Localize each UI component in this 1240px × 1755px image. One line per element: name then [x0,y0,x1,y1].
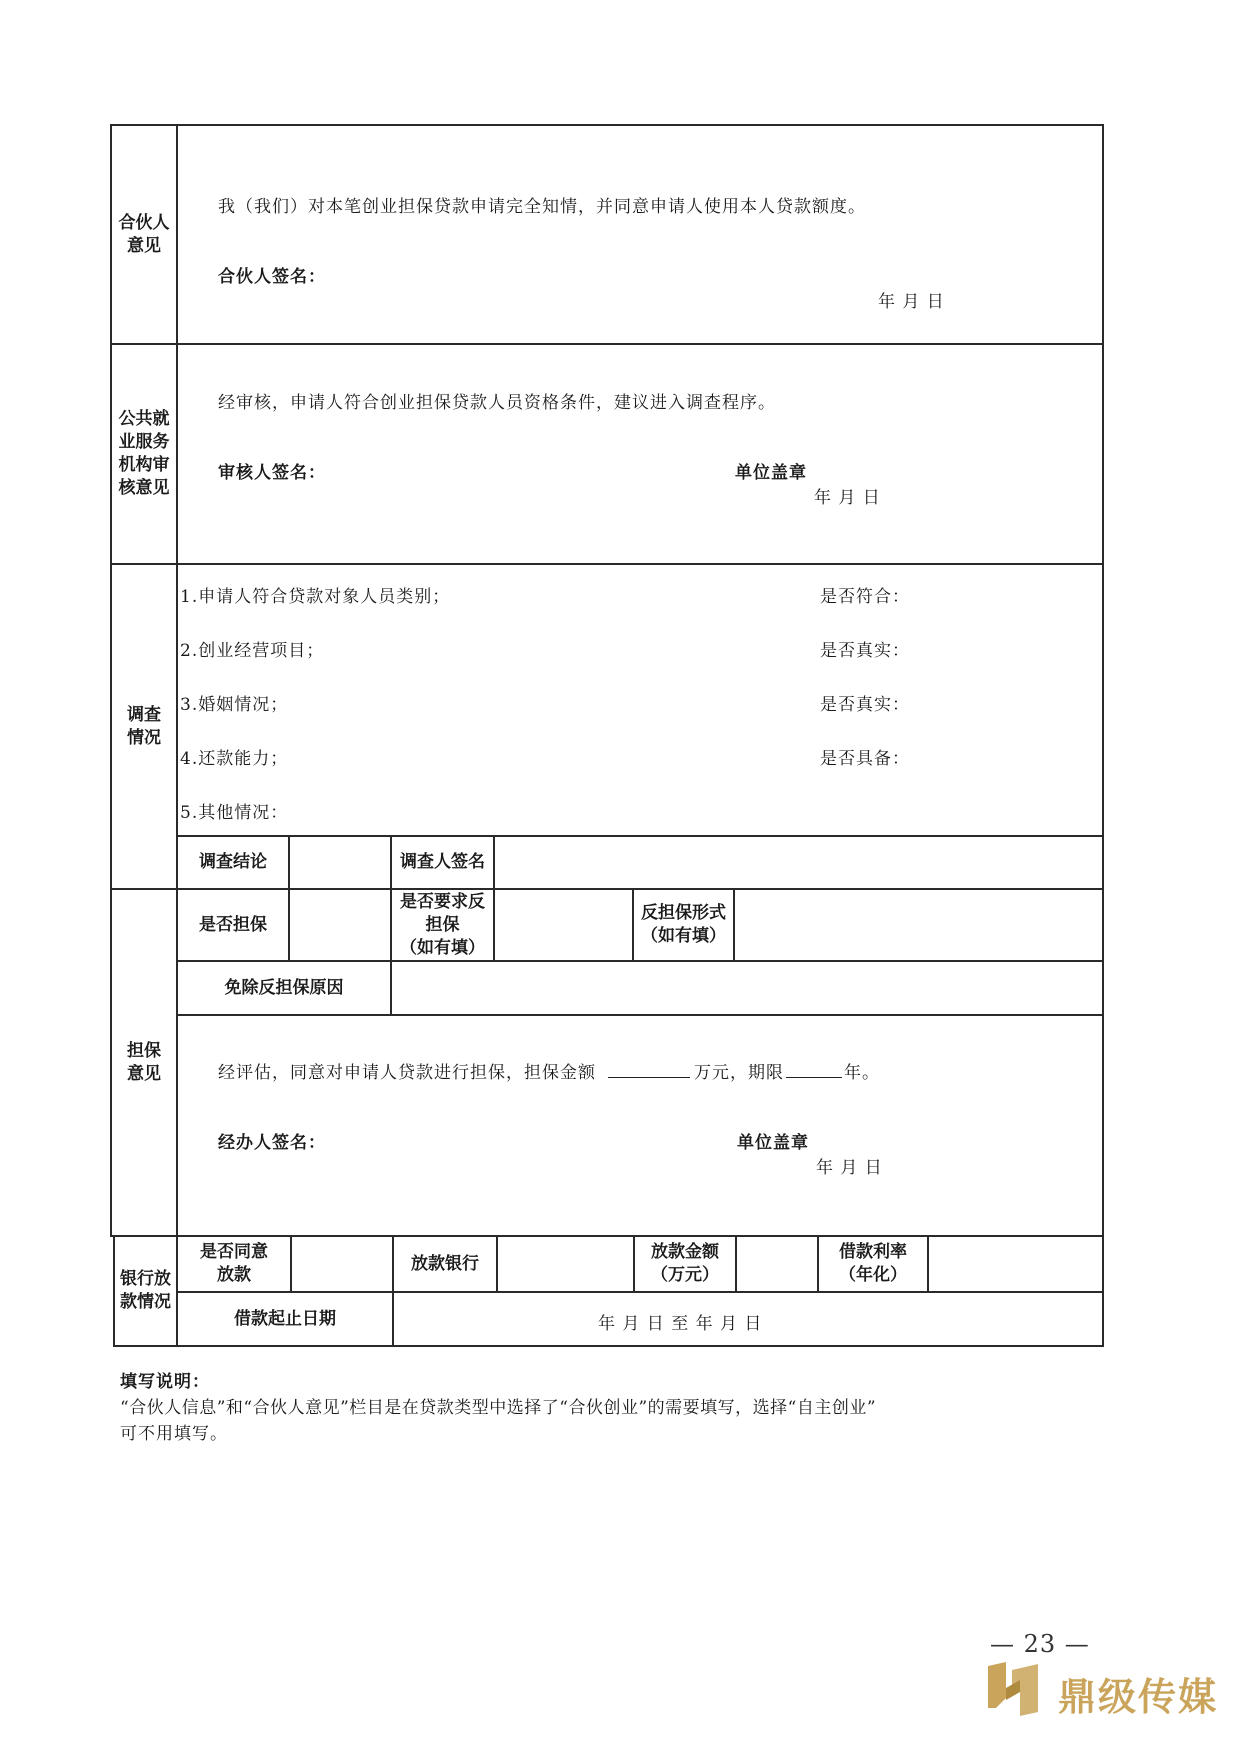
interest-rate-label: 借款利率 （年化） [839,1242,907,1285]
partner-opinion-content-cell [176,124,1104,345]
divider [496,1235,498,1293]
investigation-item-5: 5.其他情况： [180,803,289,823]
notes-line-1: “合伙人信息”和“合伙人意见”栏目是在贷款类型中选择了“合伙创业”的需要填写，选择“自主创业” [120,1398,877,1418]
investigation-check-4: 是否具备： [820,749,910,769]
page-number: — 23 — [990,1630,1090,1658]
investigation-check-1: 是否符合： [820,587,910,607]
is-guarantee-label: 是否担保 [199,914,267,935]
partner-signature-field[interactable] [330,258,730,284]
partner-date: 年 月 日 [878,292,945,312]
divider [290,1235,292,1293]
divider [288,888,290,962]
guarantee-amount-field[interactable] [608,1059,690,1078]
investigation-item-2: 2.创业经营项目； [180,641,325,661]
guarantee-date: 年 月 日 [816,1158,883,1178]
investigation-item-1: 1.申请人符合贷款对象人员类别； [180,587,451,607]
divider [927,1235,929,1293]
investigation-check-3: 是否真实： [820,695,910,715]
lending-bank-input[interactable] [499,1237,632,1291]
require-counter-guarantee-input[interactable] [496,890,631,960]
partner-signature-label: 合伙人签名： [218,267,326,287]
conclusion-label: 调查结论 [199,852,267,872]
pes-seal-label: 单位盖章 [735,463,807,483]
counter-guarantee-form-label: 反担保形式 （如有填） [641,903,726,946]
loan-amount-label: 放款金额 （万元） [651,1242,719,1285]
divider [288,835,290,890]
watermark-text: 鼎级传媒 [1058,1675,1219,1719]
guarantee-term-field[interactable] [786,1059,842,1078]
agree-loan-input[interactable] [293,1237,391,1291]
divider [735,1235,737,1293]
partner-consent-statement: 我（我们）对本笔创业担保贷款申请完全知情，并同意申请人使用本人贷款额度。 [218,197,866,217]
exemption-reason-input[interactable] [393,962,1102,1014]
investigator-signature-input[interactable] [496,837,1102,888]
guarantee-seal-label: 单位盖章 [737,1133,809,1153]
investigation-item-4: 4.还款能力； [180,749,289,769]
investigation-label: 调查 情况 [127,704,161,748]
partner-opinion-label: 合伙人 意见 [118,212,170,256]
reviewer-signature-field[interactable] [330,454,690,480]
loan-amount-input[interactable] [738,1237,816,1291]
is-guarantee-input[interactable] [291,890,389,960]
divider [493,888,495,962]
handler-signature-field[interactable] [330,1124,690,1150]
counter-guarantee-form-input[interactable] [736,890,1102,960]
notes-line-2: 可不用填写。 [120,1424,228,1444]
loan-period-label: 借款起止日期 [234,1308,336,1329]
divider [392,1291,394,1347]
exemption-reason-label: 免除反担保原因 [224,977,344,998]
reviewer-signature-label: 审核人签名： [218,463,326,483]
investigator-signature-label: 调查人签名 [400,852,485,872]
conclusion-input[interactable] [291,837,389,888]
brand-logo-icon [982,1658,1044,1720]
lending-bank-label: 放款银行 [411,1253,479,1274]
divider [390,960,392,1016]
pes-review-statement: 经审核，申请人符合创业担保贷款人员资格条件，建议进入调查程序。 [218,393,776,413]
guarantee-statement-suffix: 年。 [844,1063,880,1083]
divider [493,835,495,890]
guarantee-label: 担保 意见 [127,1040,161,1084]
interest-rate-input[interactable] [930,1237,1102,1291]
pes-review-date: 年 月 日 [814,488,881,508]
agree-loan-label: 是否同意 放款 [200,1242,268,1285]
investigation-item-3: 3.婚姻情况； [180,695,289,715]
guarantee-statement-prefix: 经评估，同意对申请人贷款进行担保，担保金额 [218,1063,596,1083]
require-counter-guarantee-label: 是否要求反 担保 （如有填） [400,891,485,958]
divider [733,888,735,962]
investigation-check-2: 是否真实： [820,641,910,661]
guarantee-statement-mid: 万元，期限 [694,1063,784,1083]
bank-label: 银行放 款情况 [120,1269,171,1312]
pes-review-label: 公共就 业服务 机构审 核意见 [118,409,170,498]
handler-signature-label: 经办人签名： [218,1133,326,1153]
loan-period-value[interactable]: 年 月 日 至 年 月 日 [598,1314,763,1334]
notes-title: 填写说明： [120,1372,210,1392]
